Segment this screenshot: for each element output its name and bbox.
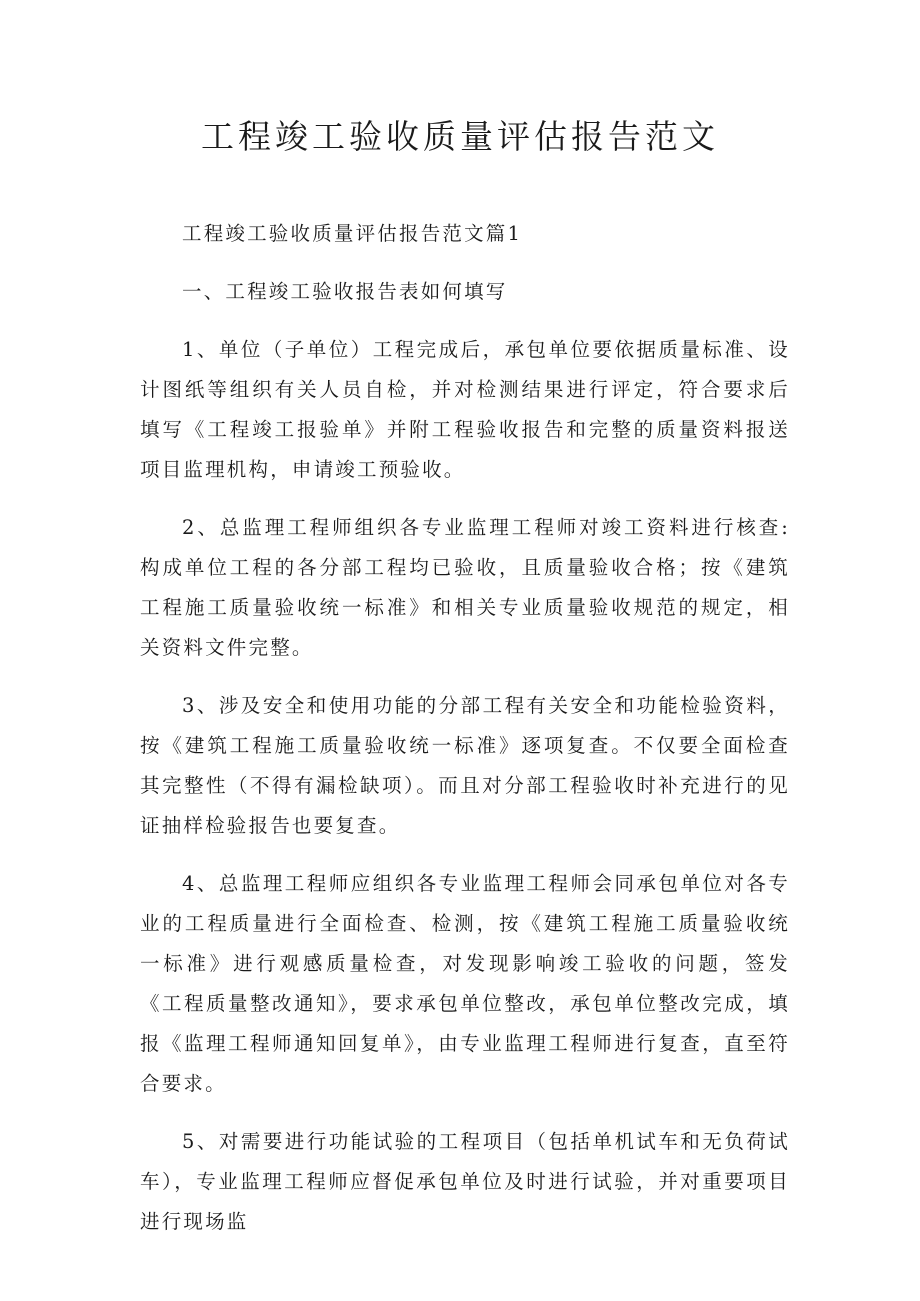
body-paragraph: 2、总监理工程师组织各专业监理工程师对竣工资料进行核查:构成单位工程的各分部工程均已验收，且质量验收合格；按《建筑工程施工质量验收统一标准》和相关专业质量验收规范的规定，相关资料文件完整。 — [140, 516, 790, 659]
body-paragraph: 3、涉及安全和使用功能的分部工程有关安全和功能检验资料，按《建筑工程施工质量验收统一标准》逐项复查。不仅要全面检查其完整性（不得有漏检缺项）。而且对分部工程验收时补充进行的见证抽样检验报告也要复查。 — [140, 694, 790, 837]
body-paragraph: 1、单位（子单位）工程完成后，承包单位要依据质量标准、设计图纸等组织有关人员自检，并对检测结果进行评定，符合要求后填写《工程竣工报验单》并附工程验收报告和完整的质量资料报送项目监理机构，申请竣工预验收。 — [140, 338, 790, 481]
subsection-heading: 一、工程竣工验收报告表如何填写 — [182, 280, 508, 303]
document-body — [140, 214, 790, 1260]
document-title: 工程竣工验收质量评估报告范文 — [201, 117, 719, 156]
body-paragraph: 4、总监理工程师应组织各专业监理工程师会同承包单位对各专业的工程质量进行全面检查、检测，按《建筑工程施工质量验收统一标准》进行观感质量检查，对发现影响竣工验收的问题，签发《工程质量整改通知》，要求承包单位整改，承包单位整改完成，填报《监理工程师通知回复单》，由专业监理工程师进行复查，直至符合要求。 — [140, 872, 790, 1095]
body-paragraph: 5、对需要进行功能试验的工程项目（包括单机试车和无负荷试车），专业监理工程师应督促承包单位及时进行试验，并对重要项目进行现场监 — [140, 1130, 790, 1233]
section-heading: 工程竣工验收质量评估报告范文篇1 — [182, 222, 523, 245]
